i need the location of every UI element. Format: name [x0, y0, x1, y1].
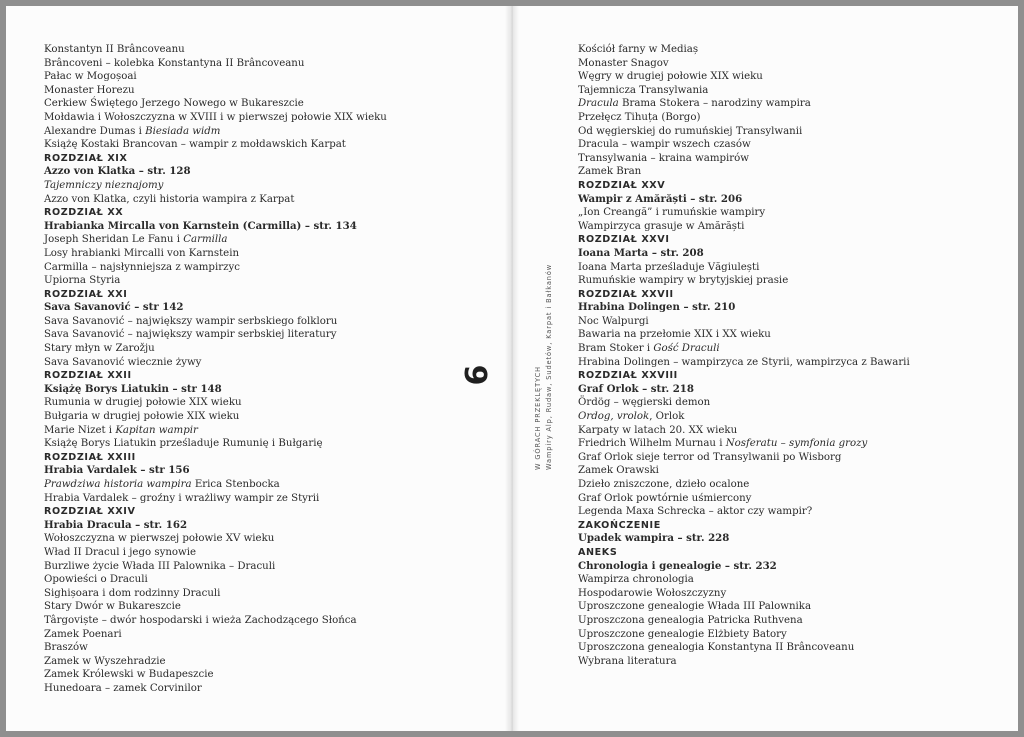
- toc-entry-text: Ioana Marta – str. 208: [578, 246, 704, 259]
- toc-entry: [44, 573, 387, 587]
- toc-entry: [578, 464, 910, 478]
- toc-entry: [44, 57, 387, 71]
- toc-entry-text: Upadek wampira – str. 228: [578, 532, 730, 545]
- toc-entry: [44, 600, 387, 614]
- toc-entry-text: Wampirzyca grasuje w Amărăști: [578, 220, 745, 232]
- toc-entry-text: Cerkiew Świętego Jerzego Nowego w Bukareszcie: [44, 98, 304, 110]
- toc-entry-text: Tajemnicza Transylwania: [578, 84, 709, 96]
- toc-entry: [578, 43, 910, 57]
- toc-entry: [44, 492, 387, 506]
- chapter-title: [578, 193, 910, 207]
- toc-entry-text: Alexandre Dumas i: [44, 125, 146, 137]
- toc-entry: [44, 125, 387, 139]
- gutter-shadow: [505, 6, 519, 731]
- chapter-label: [44, 451, 387, 465]
- page-number: 6: [460, 364, 495, 386]
- left-page: [6, 6, 509, 731]
- book-spread: [6, 6, 1018, 731]
- toc-entry-text: Sava Savanović – największy wampir serbskiej literatury: [44, 329, 337, 341]
- toc-entry: [578, 505, 910, 519]
- chapter-title: [44, 464, 387, 478]
- toc-entry: [44, 437, 387, 451]
- toc-entry: [578, 424, 910, 438]
- toc-entry-text: Monaster Horezu: [44, 84, 135, 96]
- toc-entry-text: Hrabia Dracula – str. 162: [44, 518, 188, 531]
- toc-entry-text: Węgry w drugiej połowie XIX wieku: [578, 71, 763, 83]
- chapter-label: [578, 519, 910, 533]
- toc-entry: [44, 682, 387, 696]
- toc-entry-text: Zamek Orawski: [578, 465, 659, 477]
- toc-entry-text: Graf Orlok sieje terror od Transylwanii po Wisborg: [578, 451, 842, 463]
- toc-entry-tail: Erica Stenbocka: [191, 479, 280, 490]
- toc-entry: [44, 668, 387, 682]
- toc-entry: [44, 179, 387, 193]
- toc-entry: [44, 587, 387, 601]
- toc-entry: [44, 43, 387, 57]
- toc-entry: [44, 233, 387, 247]
- toc-entry: [44, 315, 387, 329]
- toc-entry-text: Monaster Snagov: [578, 57, 669, 69]
- toc-entry-title-italic: Kapitan wampir: [115, 424, 198, 436]
- table-of-contents-left: [44, 43, 387, 696]
- toc-entry-text: ROZDZIAŁ XXIV: [44, 506, 136, 518]
- toc-entry: [578, 628, 910, 642]
- toc-entry-text: Burzliwe życie Włada III Palownika – Draculi: [44, 560, 276, 572]
- chapter-label: [44, 288, 387, 302]
- toc-entry-text: Książę Borys Liatukin – str 148: [44, 382, 222, 395]
- toc-entry-text: ROZDZIAŁ XX: [44, 207, 124, 219]
- toc-entry-text: Uproszczone genealogie Włada III Palownika: [578, 601, 812, 613]
- toc-entry-text: Sighișoara i dom rodzinny Draculi: [44, 587, 221, 599]
- toc-entry: [44, 138, 387, 152]
- toc-entry-text: Rumuńskie wampiry w brytyjskiej prasie: [578, 275, 789, 287]
- toc-entry-text: Wampir z Amărăști – str. 206: [578, 192, 743, 205]
- toc-entry-tail: , Orlok: [649, 411, 685, 423]
- toc-entry-text: ROZDZIAŁ XXVI: [578, 234, 670, 246]
- toc-entry: [578, 274, 910, 288]
- toc-entry-text: Legenda Maxa Schrecka – aktor czy wampir?: [578, 506, 813, 518]
- chapter-title: [44, 165, 387, 179]
- toc-entry-text: ROZDZIAŁ XXV: [578, 179, 666, 191]
- toc-entry-text: Hunedoara – zamek Corvinilor: [44, 682, 202, 694]
- toc-entry-text: Karpaty w latach 20. XX wieku: [578, 424, 738, 436]
- toc-entry: [44, 546, 387, 560]
- toc-entry-text: Friedrich Wilhelm Murnau i: [578, 438, 726, 450]
- toc-entry-text: ZAKOŃCZENIE: [578, 519, 661, 531]
- toc-entry-text: Hrabina Dolingen – wampirzyca ze Styrii, wampirzyca z Bawarii: [578, 356, 910, 368]
- toc-entry: [578, 165, 910, 179]
- toc-entry-title-italic: Gość Draculi: [653, 343, 720, 355]
- chapter-label: [44, 206, 387, 220]
- toc-entry-text: Graf Orlok – str. 218: [578, 382, 694, 395]
- toc-entry-text: Stary Dwór w Bukareszcie: [44, 601, 181, 613]
- toc-entry-text: ANEKS: [578, 546, 618, 558]
- toc-entry-text: Ördög – węgierski demon: [578, 397, 711, 409]
- toc-entry-text: Losy hrabianki Mircalli von Karnstein: [44, 247, 240, 259]
- toc-entry-text: Zamek Królewski w Budapeszcie: [44, 669, 214, 681]
- toc-entry-text: Dzieło zniszczone, dzieło ocalone: [578, 479, 750, 490]
- toc-entry: [578, 396, 910, 410]
- toc-entry-text: Sava Savanović – największy wampir serbskiego folkloru: [44, 315, 338, 327]
- toc-entry-text: Braszów: [44, 642, 88, 654]
- table-of-contents-right: [578, 43, 910, 668]
- toc-entry: [578, 356, 910, 370]
- chapter-title: [578, 247, 910, 261]
- chapter-title: [44, 383, 387, 397]
- toc-entry: [578, 220, 910, 234]
- toc-entry-text: ROZDZIAŁ XXVII: [578, 288, 674, 300]
- toc-entry: [44, 193, 387, 207]
- toc-entry-text: ROZDZIAŁ XIX: [44, 152, 128, 164]
- toc-entry: [44, 560, 387, 574]
- toc-entry: [578, 655, 910, 669]
- toc-entry-text: Hrabina Dolingen – str. 210: [578, 301, 736, 314]
- chapter-title: [44, 220, 387, 234]
- toc-entry-text: Bułgaria w drugiej połowie XIX wieku: [44, 411, 240, 423]
- toc-entry: [578, 206, 910, 220]
- toc-entry-text: Hrabianka Mircalla von Karnstein (Carmilla) – str. 134: [44, 219, 357, 232]
- toc-entry-text: Konstantyn II Brâncoveanu: [44, 44, 185, 55]
- toc-entry: [44, 396, 387, 410]
- running-head-subtitle: Wampiry Alp, Rudaw, Sudetów, Karpat i Bałkanów: [545, 263, 553, 470]
- chapter-label: [578, 288, 910, 302]
- toc-entry-text: Uproszczona genealogia Patricka Ruthvena: [578, 614, 803, 626]
- chapter-title: [44, 519, 387, 533]
- chapter-title: [578, 383, 910, 397]
- toc-entry-text: Pałac w Mogoșoai: [44, 71, 137, 83]
- toc-entry-text: Sava Savanović wiecznie żywy: [44, 356, 202, 368]
- toc-entry: [578, 410, 910, 424]
- chapter-label: [578, 179, 910, 193]
- toc-entry: [578, 70, 910, 84]
- toc-entry-text: Brâncoveni – kolebka Konstantyna II Brâncoveanu: [44, 57, 305, 69]
- toc-entry: [578, 478, 910, 492]
- toc-entry: [44, 97, 387, 111]
- toc-entry-text: Przełęcz Tihuța (Borgo): [578, 111, 701, 123]
- toc-entry-title-italic: Biesiada widm: [145, 125, 221, 137]
- toc-entry: [578, 641, 910, 655]
- toc-entry: [578, 342, 910, 356]
- toc-entry: [578, 138, 910, 152]
- toc-entry-text: Od węgierskiej do rumuńskiej Transylwanii: [578, 125, 803, 137]
- toc-entry-text: Upiorna Styria: [44, 275, 121, 287]
- toc-entry-title-italic: Nosferatu – symfonia grozy: [725, 438, 868, 450]
- toc-entry-text: Hrabia Vardalek – groźny i wrażliwy wampir ze Styrii: [44, 492, 320, 504]
- toc-entry: [578, 315, 910, 329]
- toc-entry-text: Wybrana literatura: [578, 655, 677, 667]
- toc-entry-text: Bram Stoker i: [578, 343, 654, 355]
- chapter-title: [578, 532, 910, 546]
- toc-entry: [578, 587, 910, 601]
- running-head: [533, 240, 555, 470]
- toc-entry-text: Marie Nizet i: [44, 424, 116, 436]
- toc-entry-text: Stary młyn w Zarožju: [44, 343, 155, 355]
- toc-entry: [44, 247, 387, 261]
- toc-entry-text: ROZDZIAŁ XXII: [44, 370, 132, 382]
- toc-entry: [578, 152, 910, 166]
- toc-entry-text: Graf Orlok powtórnie uśmiercony: [578, 492, 752, 504]
- toc-entry-text: Zamek Bran: [578, 166, 642, 178]
- toc-entry: [44, 261, 387, 275]
- toc-entry-text: Joseph Sheridan Le Fanu i: [44, 234, 184, 246]
- toc-entry-text: Książę Borys Liatukin prześladuje Rumunię i Bułgarię: [44, 438, 323, 450]
- toc-entry-text: Noc Walpurgi: [578, 315, 649, 327]
- toc-entry: [578, 125, 910, 139]
- toc-entry-title-italic: Carmilla: [183, 234, 228, 246]
- right-page: [513, 6, 1018, 731]
- toc-entry-text: ROZDZIAŁ XXI: [44, 288, 128, 300]
- toc-entry-text: Sava Savanović – str 142: [44, 301, 184, 314]
- toc-entry-text: Mołdawia i Wołoszczyzna w XVIII i w pierwszej połowie XIX wieku: [44, 111, 387, 123]
- toc-entry-text: Azzo von Klatka – str. 128: [44, 165, 191, 178]
- toc-entry-text: Târgoviște – dwór hospodarski i wieża Zachodzącego Słońca: [44, 614, 357, 626]
- toc-entry: [44, 342, 387, 356]
- toc-entry-text: Wołoszczyzna w pierwszej połowie XV wieku: [44, 533, 275, 545]
- toc-entry-text: Dracula – wampir wszech czasów: [578, 139, 751, 151]
- toc-entry-text: Hrabia Vardalek – str 156: [44, 464, 190, 477]
- toc-entry: [44, 641, 387, 655]
- toc-entry-text: Kościół farny w Mediaș: [578, 44, 699, 55]
- toc-entry-text: Opowieści o Draculi: [44, 574, 148, 586]
- toc-entry: [44, 532, 387, 546]
- toc-entry-text: Zamek w Wyszehradzie: [44, 655, 166, 667]
- toc-entry-text: „Ion Creangă” i rumuńskie wampiry: [578, 207, 766, 219]
- toc-entry: [44, 478, 387, 492]
- toc-entry-text: Zamek Poenari: [44, 628, 122, 640]
- toc-entry-text: ROZDZIAŁ XXVIII: [578, 370, 678, 382]
- toc-entry: [578, 614, 910, 628]
- chapter-label: [44, 152, 387, 166]
- toc-entry-text: Rumunia w drugiej połowie XIX wieku: [44, 397, 242, 409]
- toc-entry: [44, 84, 387, 98]
- toc-entry-text: Książę Kostaki Brancovan – wampir z mołdawskich Karpat: [44, 139, 346, 151]
- toc-entry: [578, 328, 910, 342]
- toc-entry: [578, 573, 910, 587]
- chapter-label: [44, 505, 387, 519]
- toc-entry-text: Wład II Dracul i jego synowie: [44, 546, 197, 558]
- toc-entry: [44, 410, 387, 424]
- toc-entry-text: Chronologia i genealogie – str. 232: [578, 559, 777, 572]
- toc-entry-text: ROZDZIAŁ XXIII: [44, 451, 136, 463]
- toc-entry: [44, 328, 387, 342]
- toc-entry: [44, 424, 387, 438]
- toc-entry: [44, 356, 387, 370]
- toc-entry-text: Azzo von Klatka, czyli historia wampira z Karpat: [44, 193, 295, 205]
- toc-entry: [578, 451, 910, 465]
- toc-entry: [44, 628, 387, 642]
- chapter-label: [578, 369, 910, 383]
- running-head-title: W GÓRACH PRZEKLĘTYCH: [534, 366, 542, 470]
- toc-entry: [578, 492, 910, 506]
- toc-entry: [578, 437, 910, 451]
- toc-entry: [578, 111, 910, 125]
- toc-entry: [44, 655, 387, 669]
- toc-entry: [44, 274, 387, 288]
- toc-entry: [44, 111, 387, 125]
- chapter-label: [578, 233, 910, 247]
- toc-entry: [578, 57, 910, 71]
- toc-entry: [578, 261, 910, 275]
- toc-entry-text: Uproszczone genealogie Elżbiety Batory: [578, 628, 787, 640]
- chapter-title: [44, 301, 387, 315]
- chapter-title: [578, 560, 910, 574]
- toc-entry-text: Bawaria na przełomie XIX i XX wieku: [578, 329, 771, 341]
- toc-entry-title-italic: Prawdziwa historia wampira: [44, 479, 192, 490]
- toc-entry-text: Ioana Marta prześladuje Văgiulești: [578, 261, 760, 273]
- chapter-label: [44, 369, 387, 383]
- toc-entry-text: Transylwania – kraina wampirów: [578, 152, 750, 164]
- toc-entry-text: Wampirza chronologia: [578, 574, 694, 586]
- chapter-title: [578, 301, 910, 315]
- toc-entry-text: Hospodarowie Wołoszczyzny: [578, 587, 727, 599]
- toc-entry: [578, 97, 910, 111]
- toc-entry: [578, 84, 910, 98]
- toc-entry-text: Carmilla – najsłynniejsza z wampirzyc: [44, 261, 240, 273]
- toc-entry-title-italic: Ordog, vrolok: [578, 411, 650, 423]
- toc-entry-title-italic: Dracula: [578, 98, 619, 110]
- toc-entry-text: Tajemniczy nieznajomy: [44, 179, 164, 191]
- chapter-label: [578, 546, 910, 560]
- toc-entry: [578, 600, 910, 614]
- toc-entry-tail: Brama Stokera – narodziny wampira: [618, 98, 811, 110]
- toc-entry: [44, 70, 387, 84]
- toc-entry: [44, 614, 387, 628]
- toc-entry-text: Uproszczona genealogia Konstantyna II Brâncoveanu: [578, 642, 855, 654]
